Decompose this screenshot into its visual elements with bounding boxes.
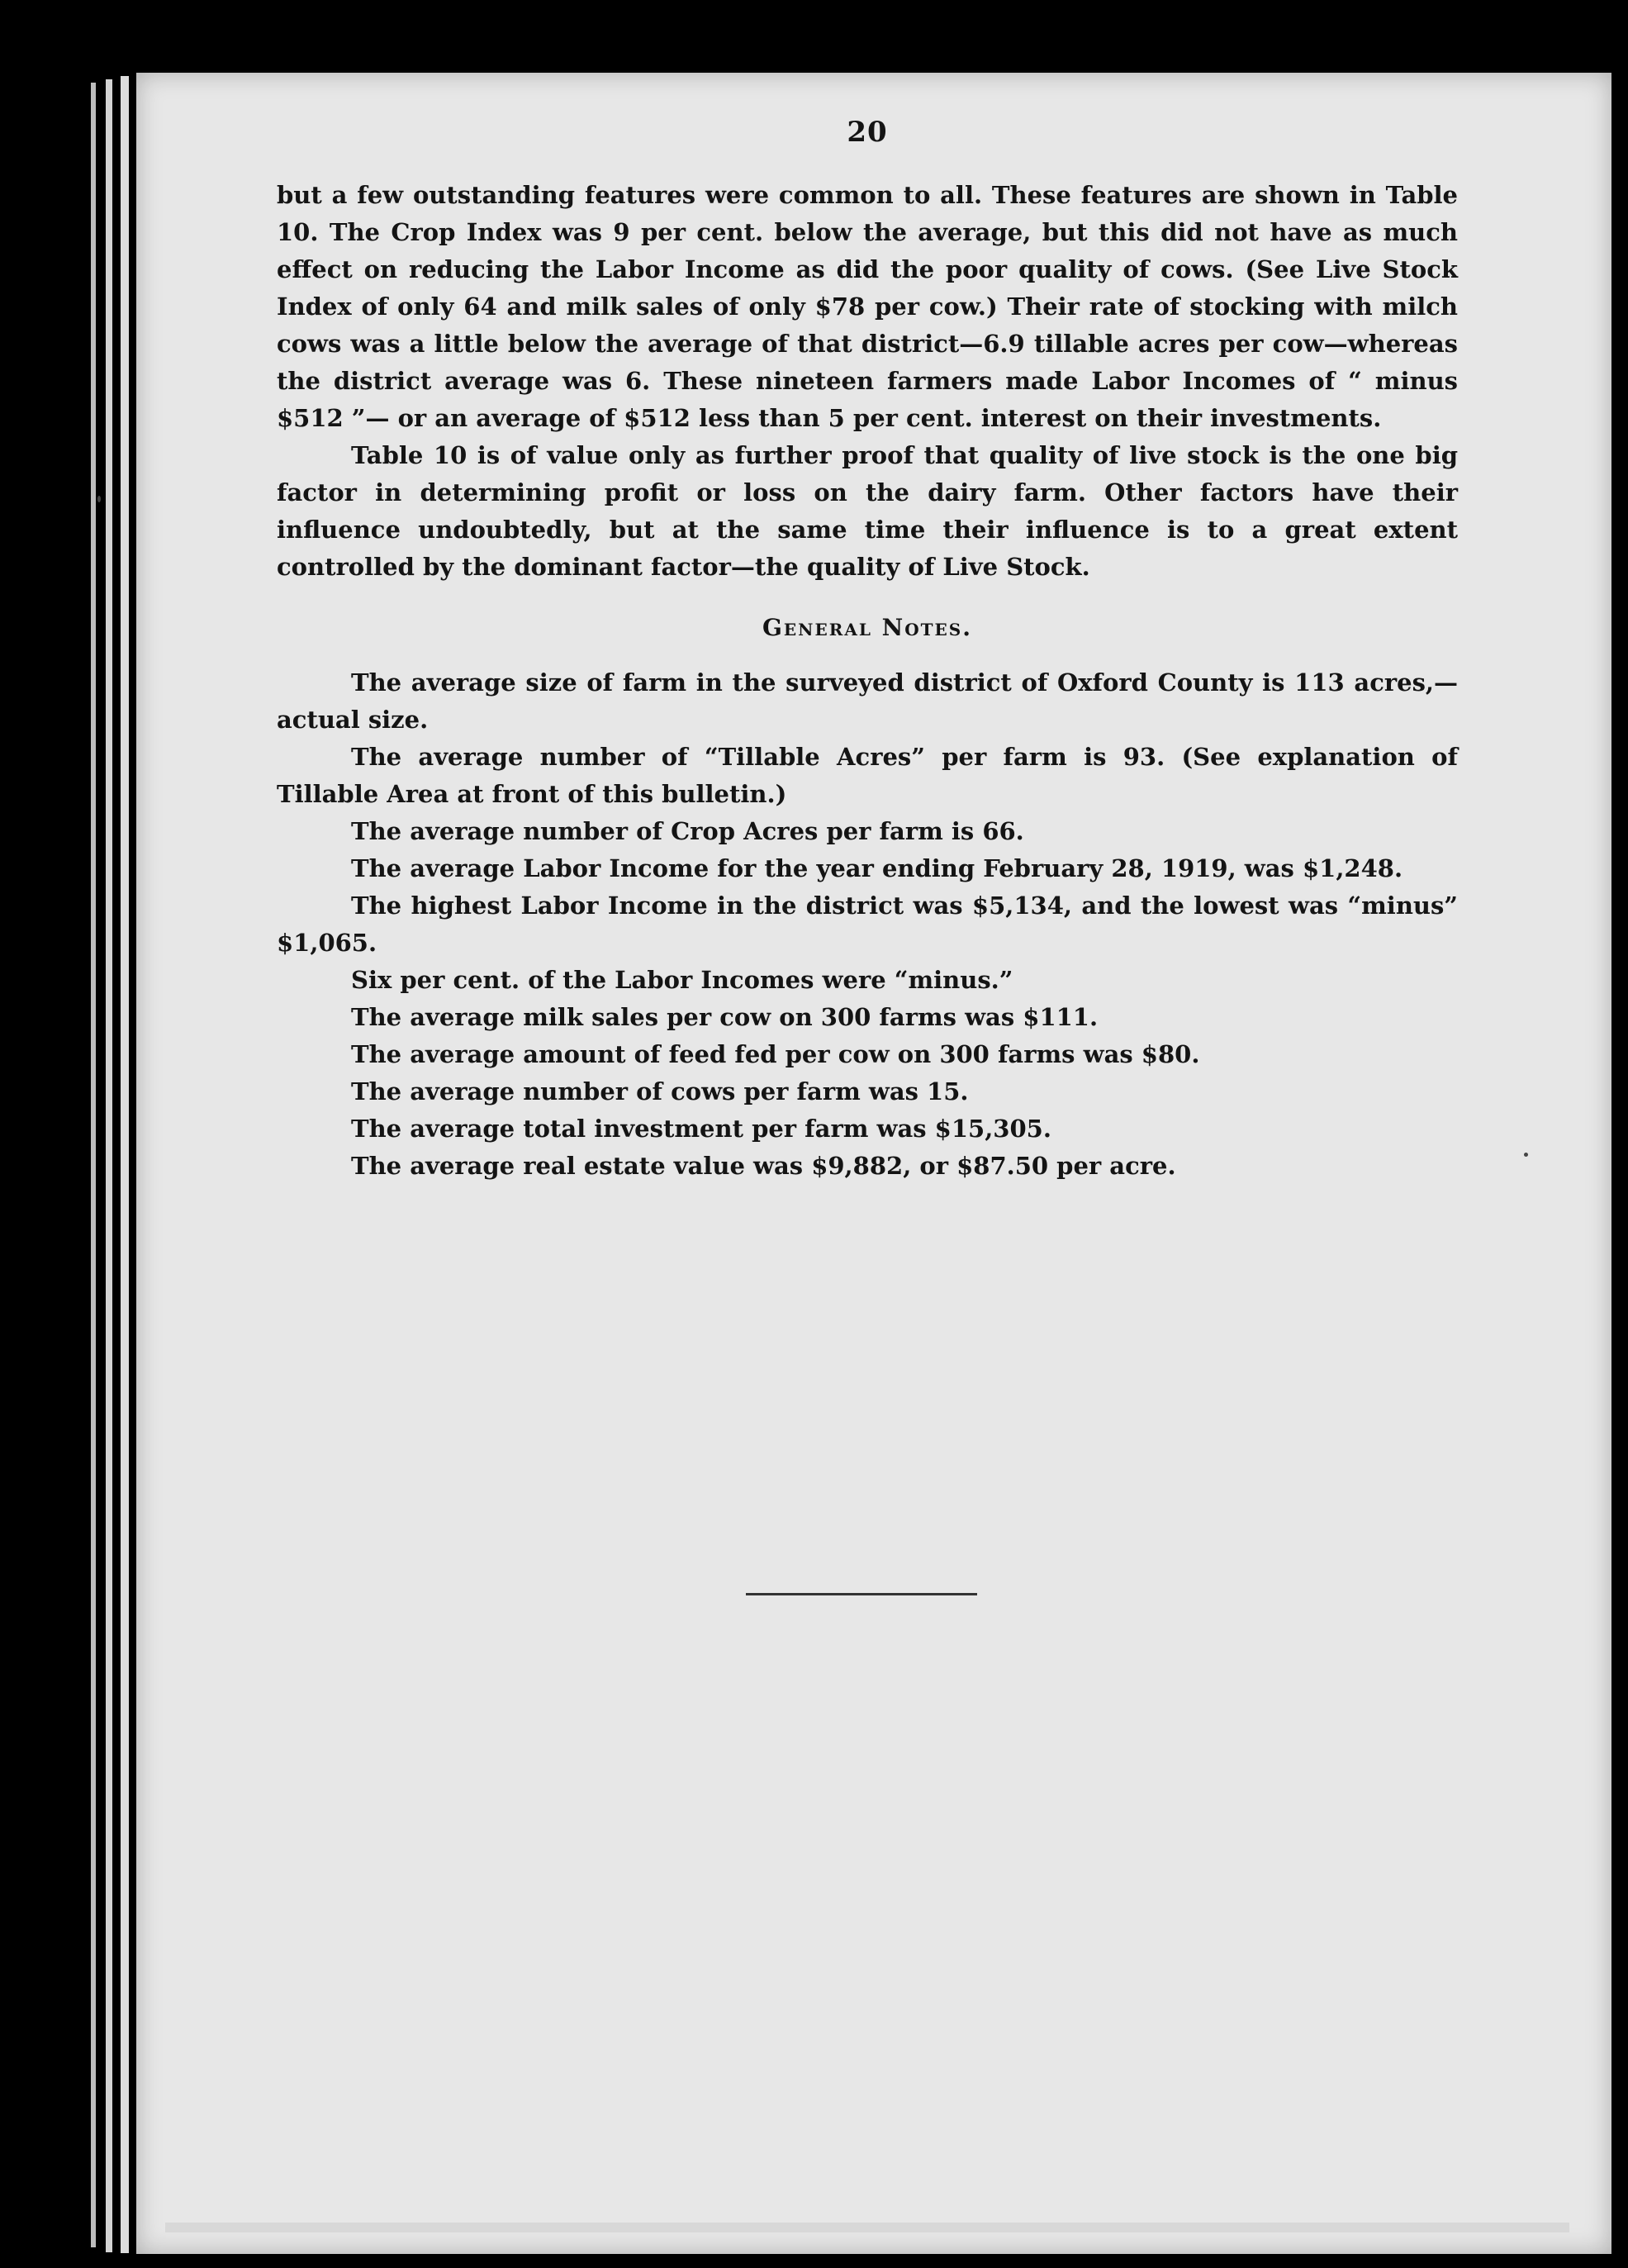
page-edge (121, 76, 129, 2253)
note-item: The average total investment per farm was $15,305. (351, 1115, 1051, 1143)
note-item: The average number of Crop Acres per farm is 66. (351, 817, 1024, 845)
note-item: The average Labor Income for the year ending February 28, 1919, was $1,248. (351, 854, 1403, 882)
note-item: The average number of “Tillable Acres” per farm is 93. (See explanation of Tillable Area at front of this bulletin.) (277, 743, 1458, 808)
page-number: 20 (847, 116, 888, 149)
note-item: The average size of farm in the surveyed district of Oxford County is 113 acres,—actual size. (277, 668, 1458, 734)
scan-speck (1524, 1153, 1528, 1157)
section-heading: General Notes. (762, 614, 972, 641)
page-edge (91, 83, 96, 2247)
page-bottom-edge (165, 2223, 1569, 2232)
note-item: The average number of cows per farm was 15. (351, 1077, 969, 1105)
page-content (277, 116, 1458, 1185)
body-paragraph: Table 10 is of value only as further proof that quality of live stock is the one big factor in determining profit or loss on the dairy farm. Other factors have their influence undoubtedly, but at the same time their influence is to a great extent controlled by the dominant factor—the quality of Live Stock. (277, 441, 1458, 581)
scan-speck (97, 496, 101, 502)
note-item: The highest Labor Income in the district was $5,134, and the lowest was “minus” $1,065. (277, 892, 1458, 957)
end-rule (746, 1593, 977, 1595)
body-paragraph: but a few outstanding features were common to all. These features are shown in Table 10. The Crop Index was 9 per cent. below the average, but this did not have as much effect on reducing the Labor Income as did the poor quality of cows. (See Live Stock Index of only 64 and milk sales of only $78 per cow.) Their rate of stocking with milch cows was a little below the average of that district—6.9 tillable acres per cow—whereas the district average was 6. These nineteen farmers made Labor Incomes of “ minus $512 ”— or an average of $512 less than 5 per cent. interest on their investments. (277, 181, 1458, 432)
note-item: The average amount of feed fed per cow on 300 farms was $80. (351, 1040, 1200, 1068)
note-item: The average real estate value was $9,882, or $87.50 per acre. (351, 1152, 1176, 1180)
note-item: The average milk sales per cow on 300 farms was $111. (351, 1003, 1099, 1031)
page-edge (106, 79, 112, 2252)
general-notes-list (277, 664, 1458, 1185)
note-item: Six per cent. of the Labor Incomes were “minus.” (351, 966, 1013, 994)
